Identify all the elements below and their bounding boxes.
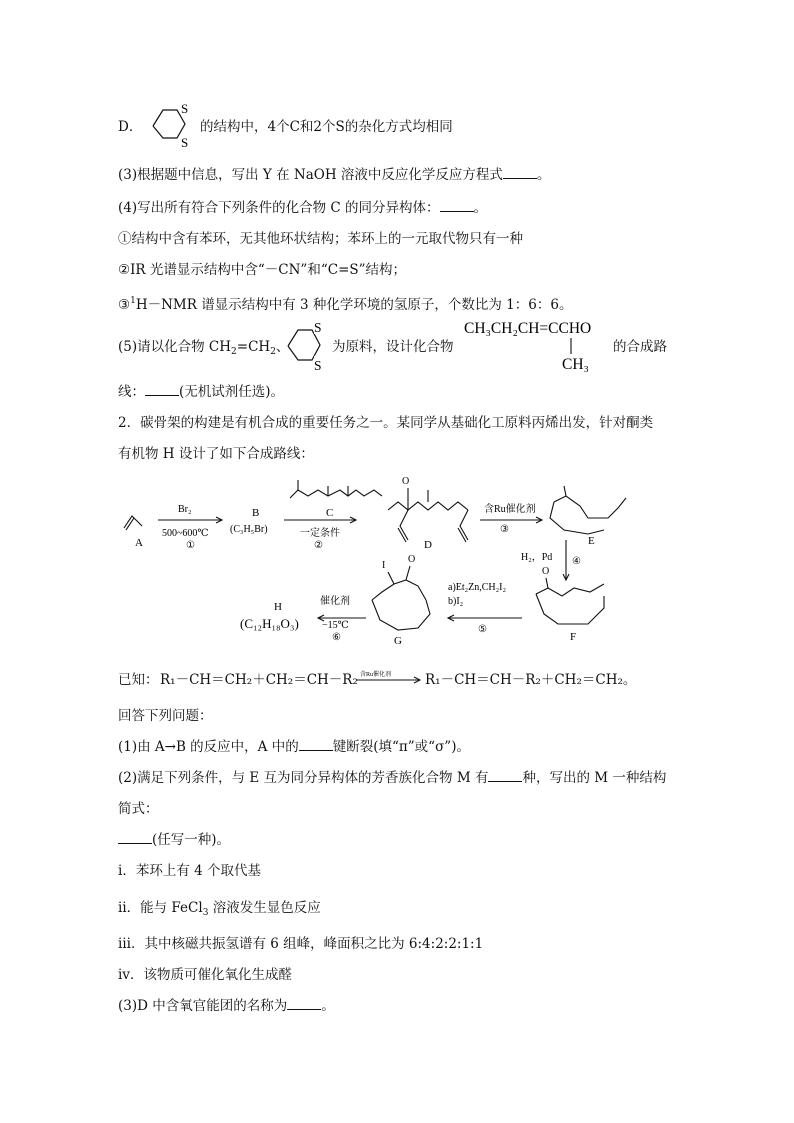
question-3-text: (3)根据题中信息，写出 Y 在 NaOH 溶液中反应化学反应方程式	[118, 167, 503, 183]
answer-2-choice	[118, 831, 230, 849]
problem-2-line-1: 2．碳骨架的构建是有机合成的重要任务之一。某同学从基础化工原料丙烯出发，针对酮类	[118, 415, 654, 431]
dithiane-structure-2	[280, 316, 336, 374]
condition-3	[118, 292, 572, 314]
condition-2: ②IR 光谱显示结构中含“－CN”和“C=S”结构；	[118, 262, 407, 278]
q5-text-b: =CH	[236, 339, 271, 355]
reagent-6-bottom: −15℃	[322, 620, 349, 631]
answer-2	[118, 769, 666, 787]
answer-blank[interactable]	[299, 738, 333, 751]
answer-blank[interactable]	[118, 831, 152, 844]
option-d	[118, 118, 142, 136]
reagent-6-top: 催化剂	[320, 596, 350, 607]
condition-3-text: H－NMR 谱显示结构中有 3 种化学环境的氢原子，个数比为 1：6：6。	[135, 297, 573, 313]
answer-blank[interactable]	[440, 199, 474, 212]
condition-1: ①结构中含有苯环，无其他环状结构；苯环上的一元取代物只有一种	[118, 231, 523, 247]
item-ii-sub: 3	[202, 908, 209, 918]
step-3: ③	[500, 524, 509, 535]
formula-b: (C₃H₅Br)	[230, 524, 268, 535]
dithiane-structure	[145, 98, 201, 150]
known-arrow	[354, 668, 424, 690]
dithiane-s-top: S	[181, 101, 189, 116]
known-right: R₁－CH＝CH－R₂＋CH₂＝CH₂。	[425, 672, 637, 688]
answer-blank[interactable]	[287, 997, 321, 1010]
label-c: C	[326, 507, 334, 519]
q5-text-c: 、	[275, 339, 290, 355]
synthesis-scheme	[118, 468, 688, 648]
item-ii	[118, 899, 321, 922]
item-ii-text-b: 溶液发生显色反应	[208, 900, 321, 916]
step-4: ④	[572, 556, 581, 567]
label-b: B	[252, 507, 260, 519]
question-5	[118, 338, 289, 361]
dithiane2-s-bottom: S	[314, 358, 322, 373]
answer-3	[118, 997, 335, 1015]
d-oxygen: O	[402, 476, 410, 487]
condition-3-sup: 1	[130, 296, 136, 306]
item-ii-text-a: ⅱ．能与 FeCl	[118, 900, 203, 916]
step-5: ⑤	[478, 624, 487, 635]
step-2: ②	[314, 540, 323, 551]
answer-1	[118, 738, 470, 756]
answer-blank[interactable]	[488, 769, 522, 782]
label-d: D	[424, 539, 432, 551]
reagent-4: H₂，Pd	[521, 552, 553, 563]
g-oxygen: O	[408, 554, 416, 565]
reagent-5a: a)Et₂Zn,CH₂I₂	[448, 582, 506, 593]
question-4-end: 。	[473, 200, 488, 216]
option-d-text: 的结构中，4个C和2个S的杂化方式均相同	[200, 119, 453, 135]
reagent-2: 一定条件	[300, 528, 340, 539]
q5-text-g: (无机试剂任选)。	[179, 384, 285, 400]
target-structure	[460, 316, 620, 374]
item-iv: ⅳ．该物质可催化氧化生成醛	[118, 967, 292, 983]
answer-2-end: 种，写出的 M 一种结构	[522, 770, 667, 786]
q5-text-e: 的合成路	[613, 339, 667, 355]
known-left: R₁－CH＝CH₂＋CH₂＝CH－R₂	[160, 672, 358, 688]
q5-sub-1: 2	[231, 347, 237, 357]
condition-3-marker: ③	[118, 297, 131, 313]
answer-3-end: 。	[321, 998, 335, 1014]
answer-blank[interactable]	[503, 166, 537, 179]
label-f: F	[570, 631, 577, 643]
answer-1-text: (1)由 A→B 的反应中，A 中的	[118, 739, 299, 755]
f-oxygen: O	[542, 566, 550, 577]
answer-3-text: (3)D 中含氧官能团的名称为	[118, 998, 288, 1014]
reagent-3: 含Ru催化剂	[484, 504, 536, 515]
dithiane-s-bottom: S	[181, 135, 189, 150]
known-label: 已知：	[118, 672, 159, 688]
reagent-5b: b)I₂	[448, 596, 464, 607]
dithiane2-s-top: S	[314, 320, 322, 335]
question-4-text: (4)写出所有符合下列条件的化合物 C 的同分异构体：	[118, 200, 440, 216]
item-i: ⅰ．苯环上有 4 个取代基	[118, 863, 261, 879]
target-top: CH₃CH₂CH=CCHO	[464, 320, 592, 337]
question-5-route	[118, 383, 284, 401]
formula-h: (C₁₂H₁₈O₃)	[240, 616, 299, 631]
reagent-1-bottom: 500~600℃	[162, 528, 209, 539]
question-4	[118, 199, 487, 217]
reagent-1-top: Br₂	[178, 504, 192, 515]
label-h: H	[274, 601, 282, 613]
q5-text-d: 为原料，设计化合物	[332, 339, 454, 355]
item-iii: ⅲ．其中核磁共振氢谱有 6 组峰，峰面积之比为 6:4:2:2:1:1	[118, 936, 484, 952]
answer-2-text: (2)满足下列条件，与 E 互为同分异构体的芳香族化合物 M 有	[118, 770, 489, 786]
q5-sub-2: 2	[270, 347, 276, 357]
step-1: ①	[186, 540, 195, 551]
step-6: ⑥	[332, 632, 341, 643]
target-bottom: CH₃	[562, 356, 589, 373]
question-3	[118, 166, 550, 184]
label-g: G	[394, 635, 402, 647]
option-d-label: D．	[118, 119, 143, 135]
answer-blank[interactable]	[145, 383, 179, 396]
label-a: A	[135, 537, 143, 549]
label-e: E	[588, 535, 595, 547]
known-catalyst: 含Ru催化剂	[360, 672, 392, 678]
answer-1-end: 键断裂(填“π”或“σ”)。	[332, 739, 470, 755]
q5-text-f: 线：	[118, 384, 145, 400]
answer-2-choice-text: (任写一种)。	[152, 832, 231, 848]
answer-2-formula-label: 简式：	[118, 801, 159, 817]
q5-text-a: (5)请以化合物 CH	[118, 339, 232, 355]
answer-header: 回答下列问题：	[118, 708, 213, 724]
g-iodine: I	[382, 560, 386, 571]
question-3-end: 。	[536, 167, 551, 183]
problem-2-line-2: 有机物 H 设计了如下合成路线：	[118, 446, 314, 462]
